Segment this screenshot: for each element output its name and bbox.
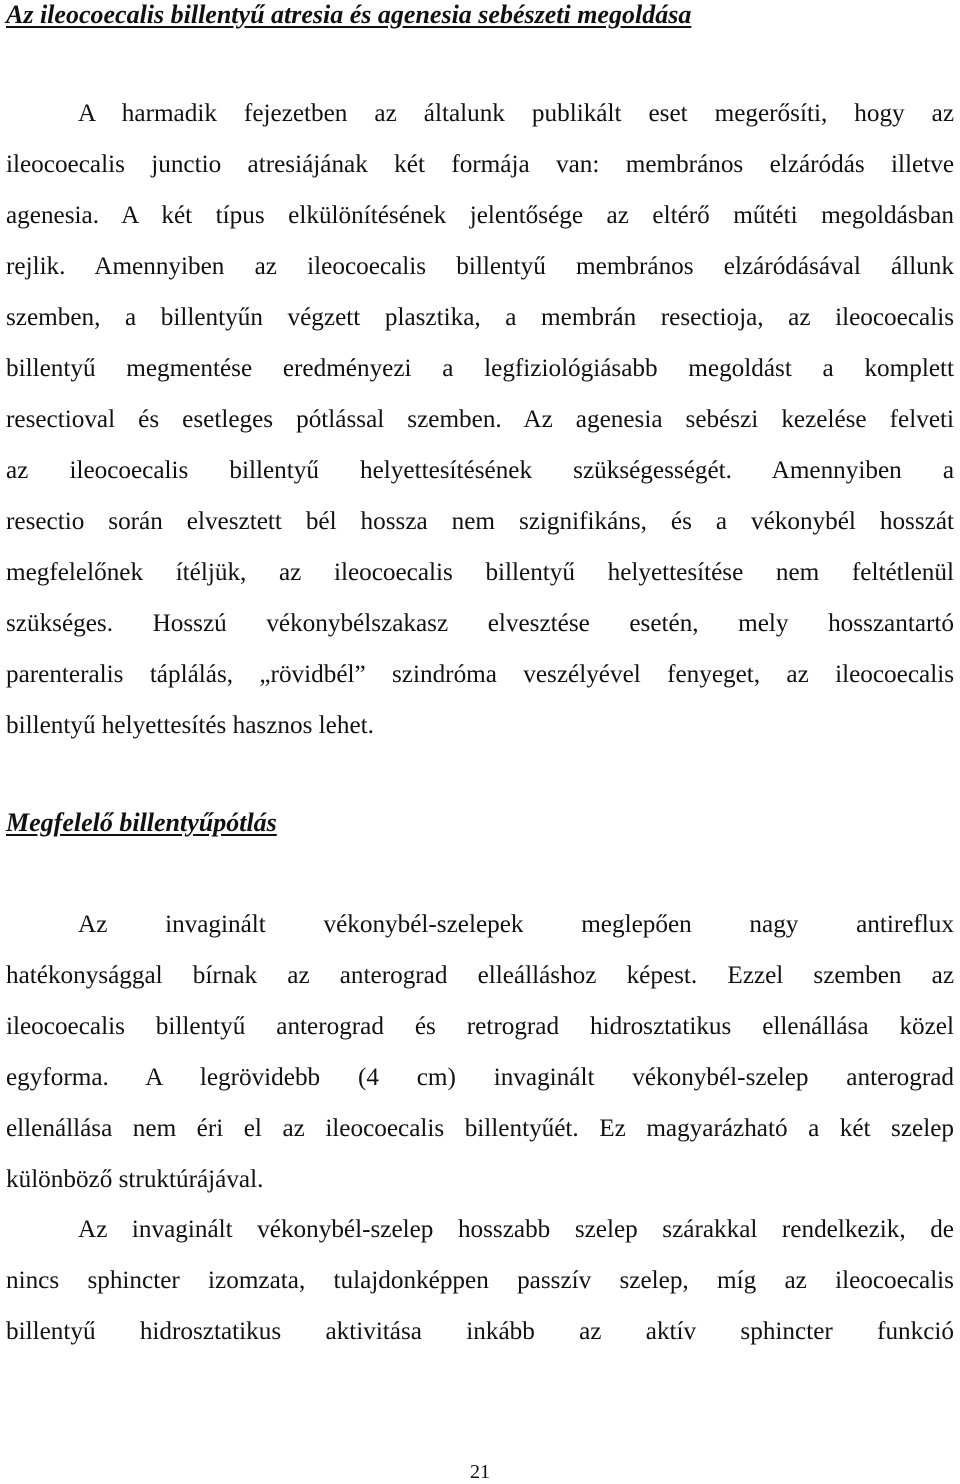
text-line: szemben, a billentyűn végzett plasztika, a membrán resectioja, az ileocoecalis	[6, 304, 954, 331]
text-line: ileocoecalis junctio atresiájának két formája van: membrános elzáródás illetve	[6, 151, 954, 178]
text-line: agenesia. A két típus elkülönítésének jelentősége az eltérő műtéti megoldásban	[6, 202, 954, 229]
text-line: billentyű hidrosztatikus aktivitása inkább az aktív sphincter funkció	[6, 1318, 954, 1345]
text-line: különböző struktúrájával.	[6, 1166, 264, 1193]
text-line: resectio során elvesztett bél hossza nem szignifikáns, és a vékonybél hosszát	[6, 508, 954, 535]
text-line: Az invaginált vékonybél-szelep hosszabb szelep szárakkal rendelkezik, de	[78, 1216, 954, 1243]
text-line: A harmadik fejezetben az általunk publikált eset megerősíti, hogy az	[78, 100, 954, 127]
page-number: 21	[470, 1461, 490, 1483]
subsection-heading: Megfelelő billentyűpótlás	[6, 808, 277, 837]
text-line: billentyű megmentése eredményezi a legfiziológiásabb megoldást a komplett	[6, 355, 954, 382]
text-line: hatékonysággal bírnak az anterograd elleálláshoz képest. Ezzel szemben az	[6, 962, 954, 989]
text-line: szükséges. Hosszú vékonybélszakasz elvesztése esetén, mely hosszantartó	[6, 610, 954, 637]
text-line: az ileocoecalis billentyű helyettesítésének szükségességét. Amennyiben a	[6, 457, 954, 484]
text-line: megfelelőnek ítéljük, az ileocoecalis billentyű helyettesítése nem feltétlenül	[6, 559, 954, 586]
text-line: Az invaginált vékonybél-szelepek meglepően nagy antireflux	[78, 911, 954, 938]
paragraph	[6, 1204, 954, 1357]
text-line: billentyű helyettesítés hasznos lehet.	[6, 712, 374, 739]
text-line: rejlik. Amennyiben az ileocoecalis billentyű membrános elzáródásával állunk	[6, 253, 954, 280]
text-line: nincs sphincter izomzata, tulajdonképpen passzív szelep, míg az ileocoecalis	[6, 1267, 954, 1294]
text-line: resectioval és esetleges pótlással szemben. Az agenesia sebészi kezelése felveti	[6, 406, 954, 433]
paragraph	[6, 88, 954, 751]
text-line: ellenállása nem éri el az ileocoecalis billentyűét. Ez magyarázható a két szelep	[6, 1115, 954, 1142]
section-heading: Az ileocoecalis billentyű atresia és agenesia sebészeti megoldása	[6, 0, 692, 29]
text-line: egyforma. A legrövidebb (4 cm) invaginált vékonybél-szelep anterograd	[6, 1064, 954, 1091]
paragraph	[6, 899, 954, 1205]
text-line: parenteralis táplálás, „rövidbél” szindróma veszélyével fenyeget, az ileocoecalis	[6, 661, 954, 688]
text-line: ileocoecalis billentyű anterograd és retrograd hidrosztatikus ellenállása közel	[6, 1013, 954, 1040]
